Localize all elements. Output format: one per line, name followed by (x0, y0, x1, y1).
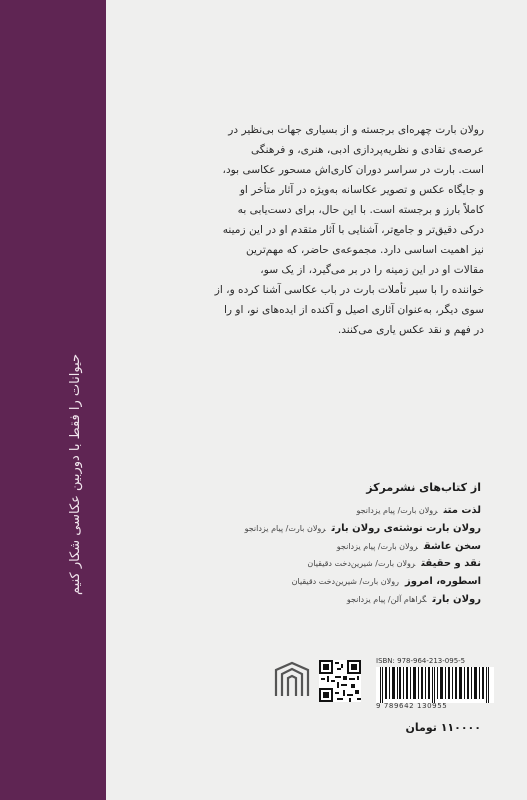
blurb-line: نیز اهمیت اساسی دارد. مجموعه‌ی حاضر، که مهم‌ترین (245, 244, 484, 256)
book-entry (221, 588, 481, 606)
isbn-barcode (376, 657, 494, 711)
book-entry (221, 570, 481, 588)
book-credit: رولان بارت/ پیام یزدانجو (244, 523, 326, 533)
book-title: نقد و حقیقت (421, 558, 481, 570)
book-title: سخن عاشق (423, 540, 481, 552)
back-cover-blurb (184, 120, 484, 340)
publisher-books-list (221, 499, 481, 606)
blurb-line: رولان بارت چهره‌ای برجسته و از بسیاری جهات بی‌نظیر در (228, 124, 484, 136)
isbn-number: ISBN: 978-964-213-095-5 (376, 657, 466, 665)
barcode-digits: 9 789642 130955 (376, 702, 448, 710)
book-credit: رولان بارت/ شیرین‌دخت دقیقیان (307, 559, 416, 569)
blurb-line: است. بارت در سراسر دوران کاری‌اش مسحور عکاسی بود، (222, 164, 484, 176)
book-credit: رولان بارت/ پیام یزدانجو (356, 506, 438, 515)
publisher-logo-icon (272, 660, 312, 700)
book-credit: رولان بارت/ پیام یزدانجو (336, 541, 418, 551)
blurb-line: کاملاً بارز و برجسته است. با این حال، برای دست‌یابی به (237, 204, 484, 216)
book-credit: گراهام آلن/ پیام یزدانجو (346, 594, 427, 604)
blurb-line: در فهم و نقد عکس یاری می‌کنند. (337, 324, 484, 336)
book-title: رولان بارت نوشته‌ی رولان بارت (331, 522, 481, 534)
blurb-line: و جایگاه عکس و تصویر عکاسانه به‌ویژه در آثار متأخر او (239, 184, 484, 196)
book-entry (221, 552, 481, 570)
price-label: ۱۱۰۰۰۰ تومان (405, 721, 481, 734)
blurb-line: خواننده را با سیر تأملات بارت در باب عکاسی آشنا کرده و، از (214, 284, 484, 296)
book-entry (221, 499, 481, 517)
qr-code-icon (319, 660, 361, 702)
spine-title: حیوانات را فقط با دوربین عکاسی شکار کنیم (68, 353, 83, 595)
book-entry (221, 517, 481, 535)
book-title: لذت متن (443, 505, 481, 516)
book-title: اسطوره، امروز (404, 576, 481, 588)
blurb-line: مقالات او در این زمینه را در بر می‌گیرد، از یک سو، (260, 264, 484, 276)
blurb-line: سوی دیگر، به‌عنوان آثاری اصیل و آکنده از ایده‌های نو، او را (223, 304, 484, 316)
book-title: رولان بارت (432, 593, 481, 605)
barcode-bars-icon (376, 667, 494, 703)
book-credit: رولان بارت/ شیرین‌دخت دقیقیان (291, 577, 399, 587)
blurb-line: عرصه‌ی نقادی و نظریه‌پردازی ادبی، هنری، و فرهنگی (250, 144, 484, 156)
publisher-books-heading: از کتاب‌های نشرمرکز (366, 481, 481, 494)
book-entry (221, 535, 481, 553)
spine-color-band (0, 0, 106, 800)
blurb-line: درکی دقیق‌تر و جامع‌تر، آشنایی با آثار متقدم او در این زمینه (222, 224, 484, 236)
